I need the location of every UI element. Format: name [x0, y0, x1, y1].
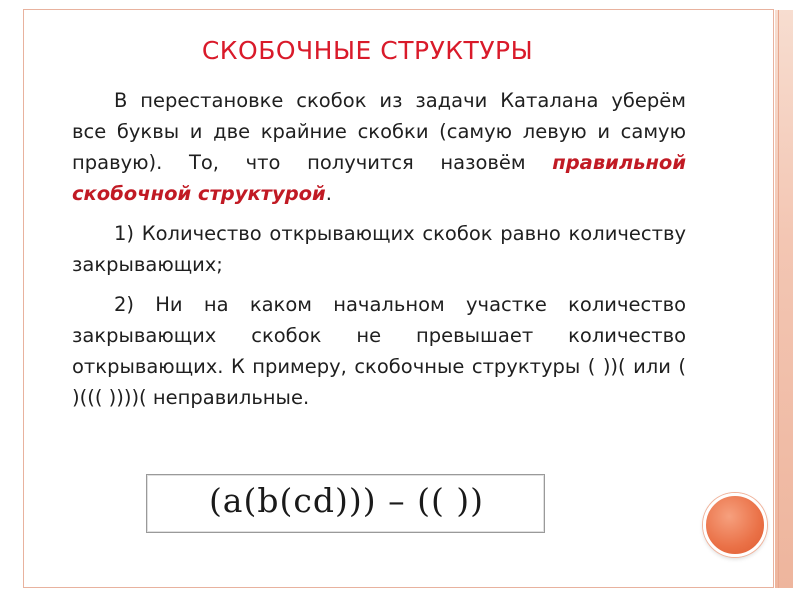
- slide-body: [72, 85, 686, 422]
- rule-item-1: 1) Количество открывающих скобок равно количеству закрывающих;: [72, 222, 686, 276]
- rule-item-2: 2) Ни на каком начальном участке количество закрывающих скобок не превышает количество открывающих. К примеру, скобочные структуры ( ))( или ( )((( ))))( неправильные.: [72, 293, 686, 409]
- slide-title: СКОБОЧНЫЕ СТРУКТУРЫ: [201, 36, 534, 65]
- formula-text: (a(b(cd))) – (( )): [208, 481, 485, 520]
- paragraph-definition: [72, 85, 686, 209]
- emphasized-term: правильной скобочной структурой: [72, 151, 686, 205]
- decorative-side-band: [775, 10, 793, 588]
- formula-box: [146, 474, 545, 533]
- decorative-circle: [703, 493, 767, 557]
- paragraph-definition-text: В перестановке скобок из задачи Каталана уберём все буквы и две крайние скобки (самую левую и самую правую). То, что получится назовём: [72, 89, 686, 174]
- side-band-stripe: [778, 10, 779, 588]
- paragraph-definition-end: .: [325, 182, 332, 205]
